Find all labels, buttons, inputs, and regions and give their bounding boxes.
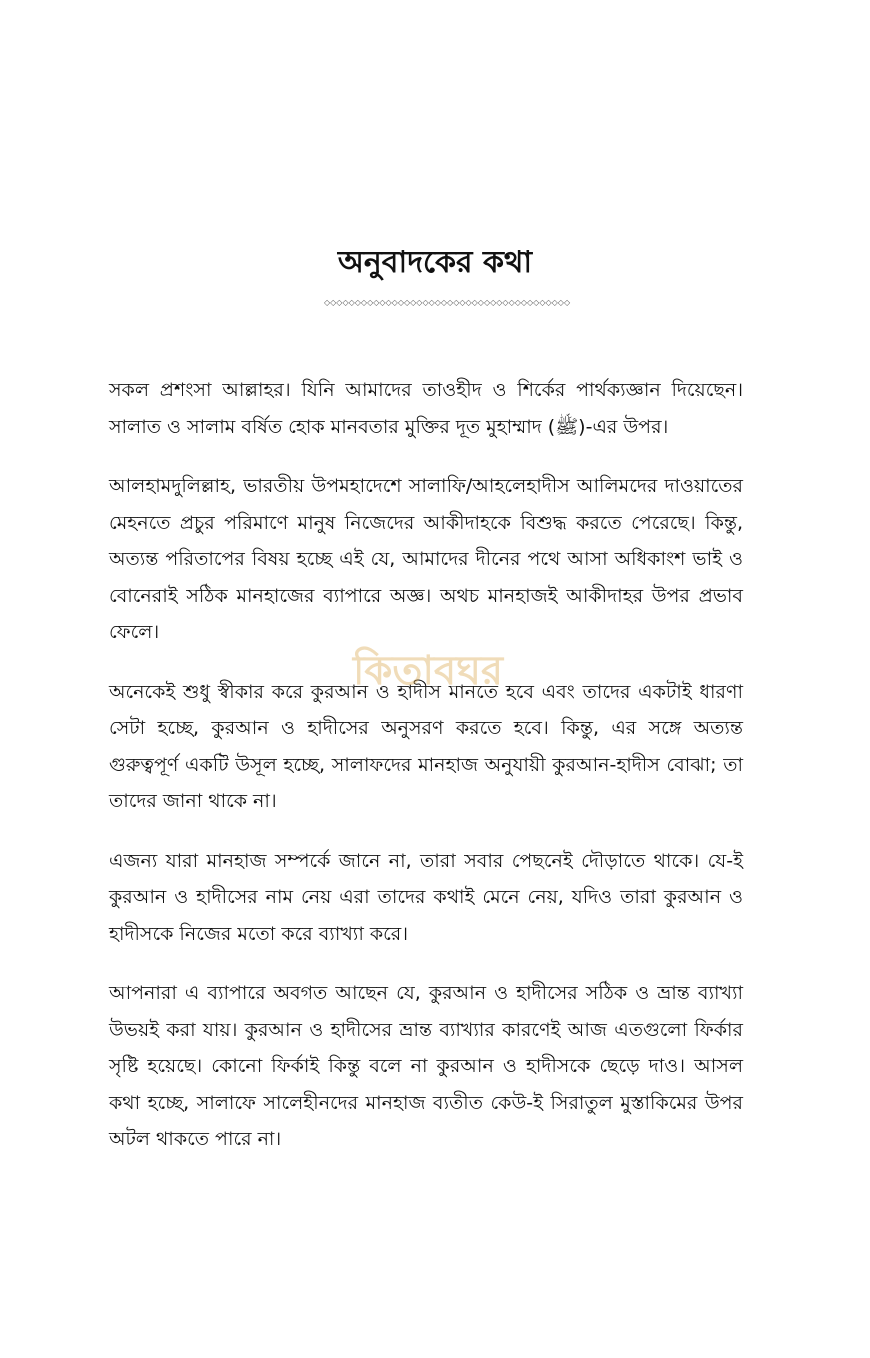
paragraph-1: সকল প্রশংসা আল্লাহর। যিনি আমাদের তাওহীদ ও শির্কের পার্থক্যজ্ঞান দিয়েছেন। সালাত ও সালাম বর্ষিত হোক মানবতার মুক্তির দূত মুহাম্মাদ (ﷺ)-এর উপর। (109, 379, 743, 438)
watermark-text: কিতাবঘর (352, 647, 503, 694)
title-ornament-divider: ◇◇◇◇◇◇◇◇◇◇◇◇◇◇◇◇◇◇◇◇◇◇◇◇◇◇◇◇◇◇◇◇◇◇◇◇◇◇◇◇ (324, 298, 571, 307)
paragraph-3: অনেকেই শুধু স্বীকার করে কুরআন ও হাদীস মানতে হবে এবং তাদের একটাই ধারণা সেটা হচ্ছে, কুরআন ও হাদীসের অনুসরণ করতে হবে। কিন্তু, এর সঙ্গে অত্যন্ত গুরুত্বপূর্ণ একটি উসূল হচ্ছে, সালাফদের মানহাজ অনুযায়ী কুরআন-হাদীস বোঝা; তা তাদের জানা থাকে না। (109, 680, 743, 812)
paragraph-4: এজন্য যারা মানহাজ সম্পর্কে জানে না, তারা সবার পেছনেই দৌড়াতে থাকে। যে-ই কুরআন ও হাদীসের নাম নেয় এরা তাদের কথাই মেনে নেয়, যদিও তারা কুরআন ও হাদীসকে নিজের মতো করে ব্যাখ্যা করে। (109, 849, 743, 945)
paragraph-2: আলহামদুলিল্লাহ, ভারতীয় উপমহাদেশে সালাফি/আহলেহাদীস আলিমদের দাওয়াতের মেহনতে প্রচুর পরিমাণে মানুষ নিজেদের আকীদাহকে বিশুদ্ধ করতে পেরেছে। কিন্তু, অত্যন্ত পরিতাপের বিষয় হচ্ছে এই যে, আমাদের দীনের পথে আসা অধিকাংশ ভাই ও বোনেরাই সঠিক মানহাজের ব্যাপারে অজ্ঞ। অথচ মানহাজই আকীদাহর উপর প্রভাব ফেলে। (109, 475, 743, 643)
body-text (109, 372, 743, 1181)
paragraph-5: আপনারা এ ব্যাপারে অবগত আছেন যে, কুরআন ও হাদীসের সঠিক ও ভ্রান্ত ব্যাখ্যা উভয়ই করা যায়। কুরআন ও হাদীসের ভ্রান্ত ব্যাখ্যার কারণেই আজ এতগুলো ফির্কার সৃষ্টি হয়েছে। কোনো ফির্কাই কিন্তু বলে না কুরআন ও হাদীসকে ছেড়ে দাও। আসল কথা হচ্ছে, সালাফে সালেহীনদের মানহাজ ব্যতীত কেউ-ই সিরাতুল মুস্তাকিমের উপর অটল থাকতে পারে না। (109, 982, 743, 1150)
page-title: অনুবাদকের কথা (337, 245, 533, 280)
